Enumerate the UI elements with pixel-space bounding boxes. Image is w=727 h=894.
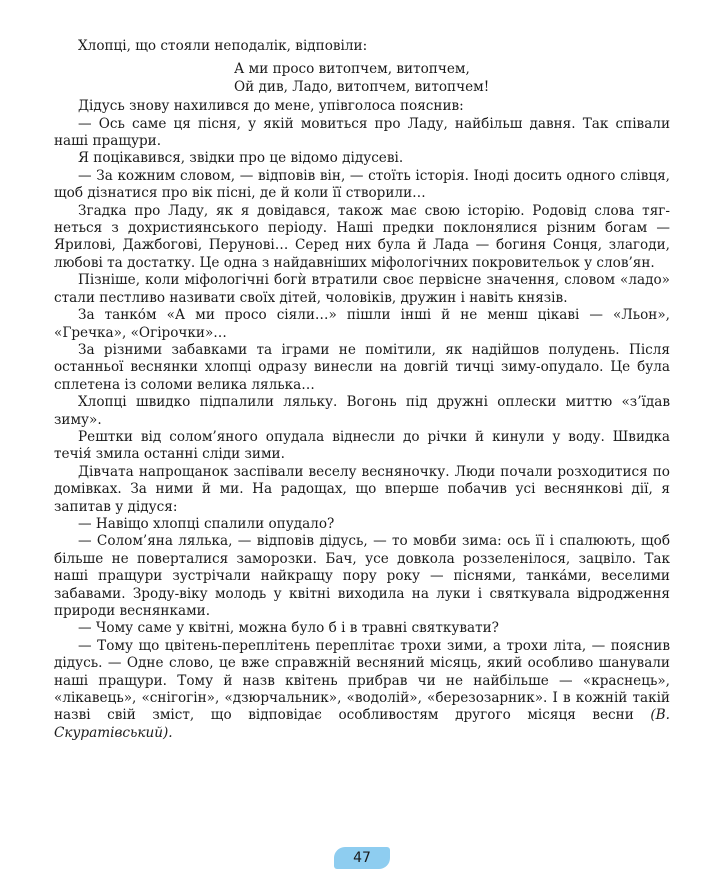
page-number-badge bbox=[334, 847, 390, 869]
paragraph: — Солом’яна лялька, — відповів дідусь, — то мовби зима: ось її і спалюють, щоб більше не поверталися заморозки. Бач, усе довкола роззеленілося, зацвіло. Так наші пращури зустрічали найкращу пору року — піснями, танка́ми, веселими забавами. Зроду-віку молодь у квітні виходила на луки і святкувала відродження природи веснянками. bbox=[54, 533, 670, 619]
author-attribution: (В. Скуратівський). bbox=[54, 707, 670, 741]
poem bbox=[54, 61, 670, 96]
paragraph: Хлопці швидко підпалили ляльку. Вогонь під дружні оплески миттю «з’їдав зиму». bbox=[54, 394, 670, 428]
final-paragraph-text: — Тому що цвітень-переплітень переплітає трохи зими, а трохи літа, — пояснив дідусь. — Одне слово, це вже справжній весняний місяць, який особливо шанували наші пращури. Тому й назв квітень прибрав чи не найбільше — «краснець», «лікавець», «снігогін», «дзюрчальник», «водолій», «березозарник». І в кожній такій назві свій зміст, що відповідає особливостям другого місяця весни bbox=[54, 637, 670, 724]
paragraph: Дівчата напрощанок заспівали веселу весняночку. Люди почали розходитися по домівках. За ними й ми. На радощах, що вперше побачив усі веснянкові дії, я запитав у дідуся: bbox=[54, 463, 670, 515]
document-page bbox=[54, 38, 670, 742]
paragraph: — Чому саме у квітні, можна було б і в травні святкувати? bbox=[78, 620, 499, 637]
paragraph: Рештки від солом’яного опудала віднесли до річки й кинули у воду. Швидка течія́ змила останні сліди зими. bbox=[54, 428, 670, 463]
paragraph: Пізніше, коли міфологічні богѝ втратили своє первісне значення, словом «ладо» стали пестливо називати своїх дітей, чоловіків, дружин і навіть князів. bbox=[54, 272, 670, 306]
paragraph: — За кожним словом, — відповів він, — стоїть історія. Іноді досить одного слівця, щоб дізнатися про вік пісні, де й коли її створили… bbox=[54, 167, 670, 202]
paragraph: — Ось саме ця пісня, у якій мовиться про Ладу, найбільш давня. Так співали наші пращури. bbox=[54, 115, 670, 150]
paragraph: Я поцікавився, звідки про це відомо дідусеві. bbox=[78, 150, 404, 167]
paragraph: За різними забавками та іграми не помітили, як надійшов полудень. Після останньої веснянки хлопці одразу винесли на довгій тичці зиму-опудало. Це була сплетена із соломи велика лялька… bbox=[54, 341, 670, 393]
paragraph: Згадка про Ладу, як я довідався, також має свою історію. Родовід слова тягнеться з дохристиянського періоду. Наші предки поклонялися різним богам — Ярилові, Дажбогові, Перунові… Серед них була й Лада — богиня Сонця, злагоди, любові та достатку. Це одна з найдавніших міфологічних покровительок у слов’ян. bbox=[54, 202, 670, 271]
final-paragraph bbox=[54, 638, 670, 742]
paragraph: Дідусь знову нахилився до мене, упівголоса пояснив: bbox=[78, 98, 464, 115]
paragraph: За танко́м «А ми просо сіяли…» пішли інші й не менш цікаві — «Льон», «Гречка», «Огірочки»… bbox=[54, 307, 670, 341]
poem-line: А ми просо витопчем, витопчем, bbox=[234, 61, 470, 78]
page-number: 47 bbox=[353, 850, 371, 866]
poem-line: Ой див, Ладо, витопчем, витопчем! bbox=[234, 78, 490, 95]
paragraph: — Навіщо хлопці спалили опудало? bbox=[78, 515, 335, 532]
paragraph: Хлопці, що стояли неподалік, відповіли: bbox=[78, 38, 368, 54]
